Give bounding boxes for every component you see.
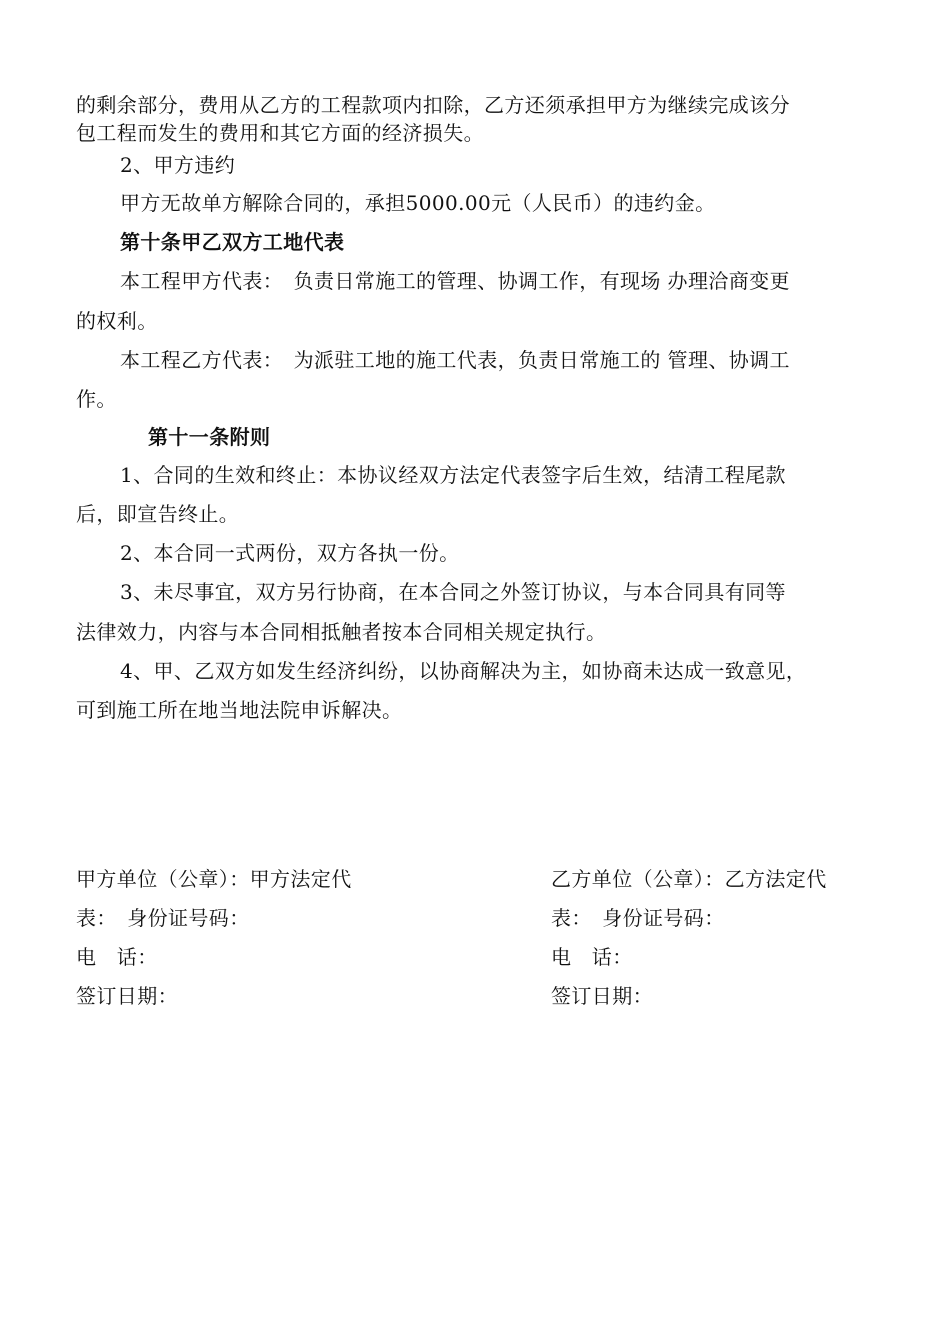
article-11-heading: 第十一条附则 [148,425,271,449]
paragraph-line: 包工程而发生的费用和其它方面的经济损失。 [76,121,484,145]
paragraph-line: 2、本合同一式两份，双方各执一份。 [120,541,460,565]
paragraph-line: 4、甲、乙双方如发生经济纠纷，以协商解决为主，如协商未达成一致意见， [120,659,807,683]
party-a-date-label: 签订日期： [76,984,178,1008]
paragraph-line: 的剩余部分，费用从乙方的工程款项内扣除，乙方还须承担甲方为继续完成该分 [76,93,790,117]
party-b-id-label: 表： 身份证号码： [551,906,725,930]
paragraph-line: 1、合同的生效和终止：本协议经双方法定代表签字后生效，结清工程尾款 [120,463,786,487]
paragraph-line: 本工程乙方代表： 为派驻工地的施工代表，负责日常施工的 管理、协调工 [120,348,790,372]
paragraph-line: 法律效力，内容与本合同相抵触者按本合同相关规定执行。 [76,620,607,644]
party-b-unit-label: 乙方单位（公章）：乙方法定代 [551,867,827,891]
paragraph-line: 本工程甲方代表： 负责日常施工的管理、协调工作，有现场 办理洽商变更 [120,269,790,293]
party-a-unit-label: 甲方单位（公章）：甲方法定代 [76,867,352,891]
paragraph-line: 3、未尽事宜，双方另行协商，在本合同之外签订协议，与本合同具有同等 [120,580,786,604]
party-b-phone-label: 电 话： [551,945,633,969]
party-a-id-label: 表： 身份证号码： [76,906,250,930]
party-b-date-label: 签订日期： [551,984,653,1008]
paragraph-line: 作。 [76,387,117,411]
paragraph-line: 可到施工所在地当地法院申诉解决。 [76,698,403,722]
paragraph-line: 甲方无故单方解除合同的，承担5000.00元（人民币）的违约金。 [120,191,716,215]
paragraph-line: 的权利。 [76,309,158,333]
party-a-phone-label: 电 话： [76,945,158,969]
article-10-heading: 第十条甲乙双方工地代表 [120,230,345,254]
subsection-title: 2、甲方违约 [120,153,236,177]
paragraph-line: 后，即宣告终止。 [76,502,240,526]
